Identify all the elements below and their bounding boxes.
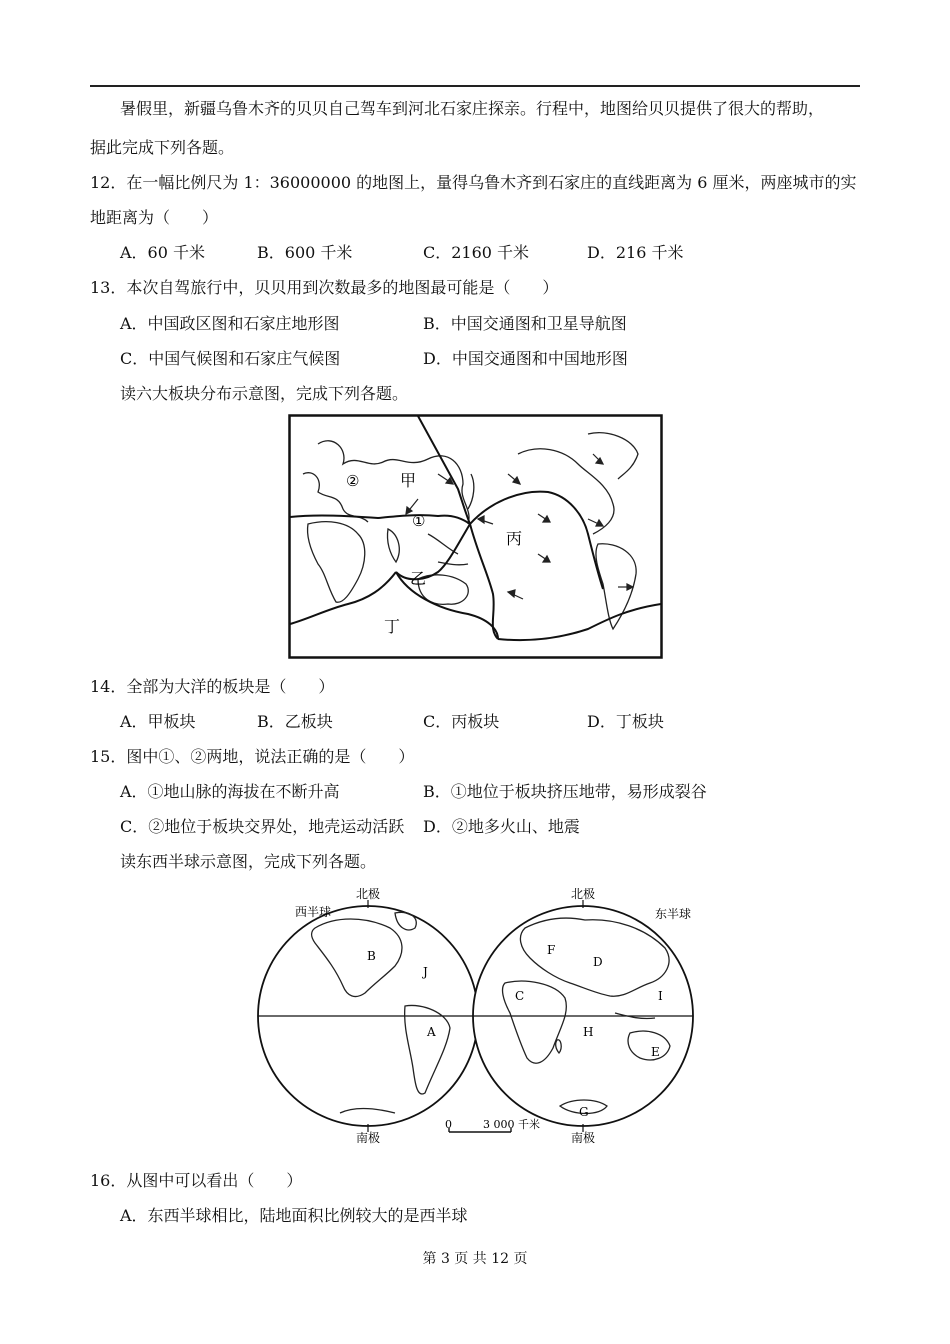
west-hemisphere-title: 西半球 [295, 905, 332, 919]
q14-option-d: D．丁板块 [587, 712, 664, 731]
plate-label-ding: 丁 [384, 617, 401, 636]
label-j: J [423, 965, 428, 979]
plate-label-yi: 乙 [410, 569, 427, 588]
q15-option-d: D．②地多火山、地震 [423, 817, 580, 836]
plate-intro: 读六大板块分布示意图，完成下列各题。 [120, 384, 409, 403]
plate-label-bing: 丙 [506, 529, 523, 548]
plate-distribution-map [288, 414, 663, 659]
hemi-intro: 读东西半球示意图，完成下列各题。 [120, 852, 377, 871]
marker-1: ① [412, 512, 426, 530]
label-a: A [427, 1025, 436, 1039]
q13-option-c: C．中国气候图和石家庄气候图 [120, 349, 341, 368]
south-pole-west: 南极 [356, 1131, 381, 1145]
scale-label: 3 000 千米 [483, 1118, 540, 1131]
q13-option-d: D．中国交通图和中国地形图 [423, 349, 628, 368]
label-c: C [515, 989, 525, 1003]
intro-line-1: 暑假里，新疆乌鲁木齐的贝贝自己驾车到河北石家庄探亲。行程中，地图给贝贝提供了很大的帮助， [120, 99, 825, 118]
scale-zero: 0 [445, 1118, 452, 1131]
q13-option-a: A．中国政区图和石家庄地形图 [120, 314, 340, 333]
label-h: H [583, 1025, 594, 1039]
label-b: B [367, 949, 376, 963]
intro-line-2: 据此完成下列各题。 [90, 138, 235, 157]
plate-label-jia: 甲 [400, 471, 417, 490]
label-f: F [547, 943, 556, 957]
q16-stem: 16．从图中可以看出（ ） [90, 1171, 303, 1190]
q15-stem: 15．图中①、②两地，说法正确的是（ ） [90, 747, 415, 766]
marker-2: ② [346, 472, 360, 490]
q12-option-b: B．600 千米 [257, 243, 353, 262]
q15-option-c: C．②地位于板块交界处，地壳运动活跃 [120, 817, 405, 836]
q14-option-a: A．甲板块 [120, 712, 196, 731]
q13-stem: 13．本次自驾旅行中，贝贝用到次数最多的地图最可能是（ ） [90, 278, 559, 297]
q16-option-a: A．东西半球相比，陆地面积比例较大的是西半球 [120, 1206, 468, 1225]
q12-stem-1: 12．在一幅比例尺为 1：36000000 的地图上，量得乌鲁木齐到石家庄的直线距离为 6 厘米，两座城市的实 [90, 173, 857, 192]
hemispheres-map [255, 888, 700, 1148]
q12-option-d: D．216 千米 [587, 243, 684, 262]
q15-option-b: B．①地位于板块挤压地带，易形成裂谷 [423, 782, 707, 801]
q12-option-a: A．60 千米 [120, 243, 206, 262]
label-e: E [651, 1045, 660, 1059]
q14-option-c: C．丙板块 [423, 712, 500, 731]
q13-option-b: B．中国交通图和卫星导航图 [423, 314, 627, 333]
q12-option-c: C．2160 千米 [423, 243, 530, 262]
north-pole-west: 北极 [356, 888, 381, 901]
q15-option-a: A．①地山脉的海拔在不断升高 [120, 782, 340, 801]
label-i: I [658, 989, 663, 1003]
q14-option-b: B．乙板块 [257, 712, 333, 731]
q14-stem: 14．全部为大洋的板块是（ ） [90, 677, 335, 696]
q12-stem-2: 地距离为（ ） [90, 208, 219, 227]
north-pole-east: 北极 [571, 888, 596, 901]
page-footer: 第 3 页 共 12 页 [422, 1251, 528, 1267]
header-rule [90, 85, 860, 87]
label-d: D [593, 955, 603, 969]
south-pole-east: 南极 [571, 1131, 596, 1145]
label-g: G [579, 1105, 589, 1119]
east-hemisphere-title: 东半球 [655, 907, 692, 921]
